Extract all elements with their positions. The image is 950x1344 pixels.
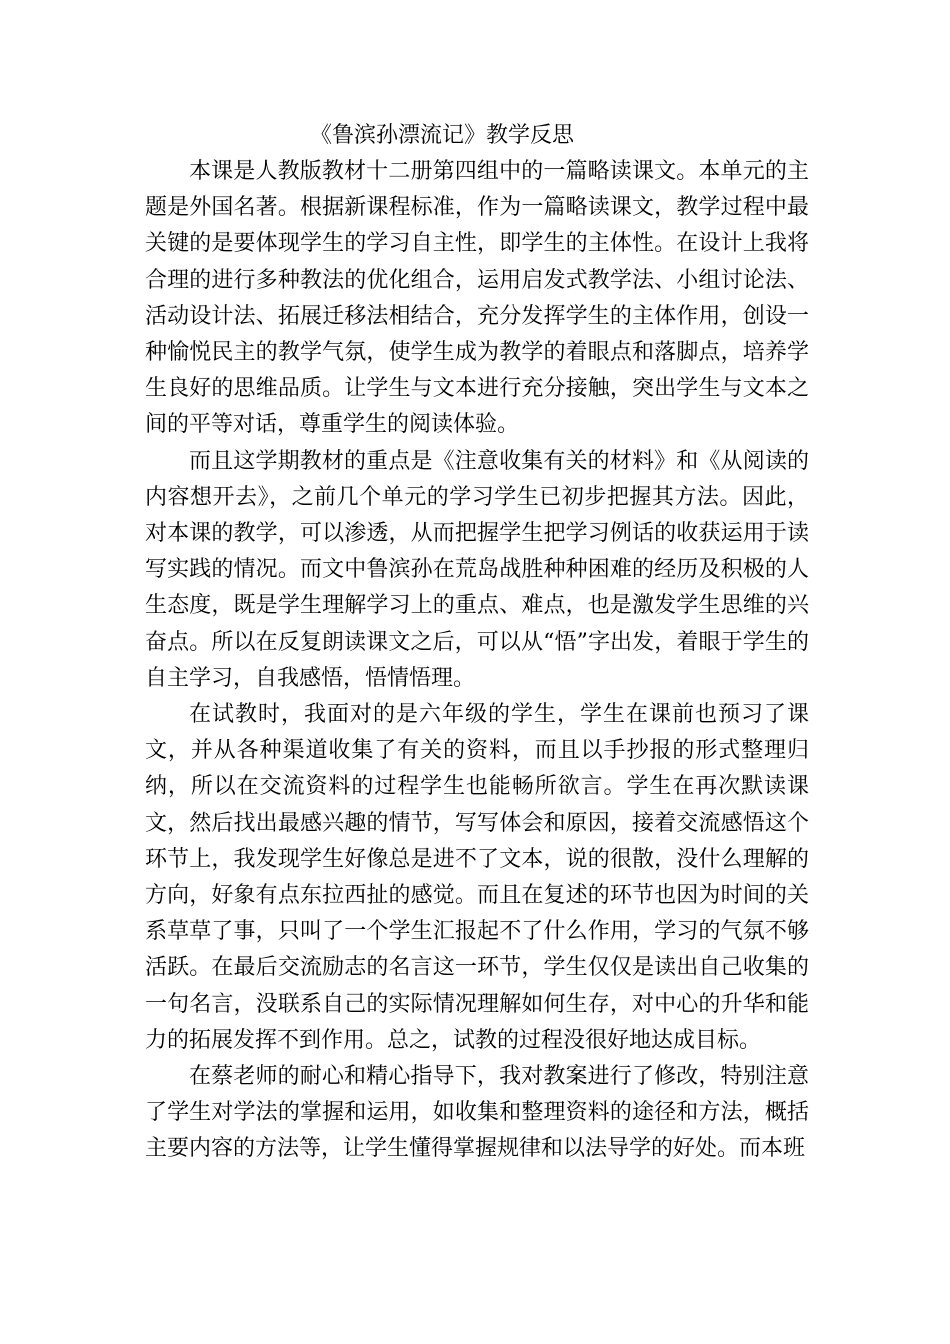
paragraph-1: 本课是人教版教材十二册第四组中的一篇略读课文。本单元的主题是外国名著。根据新课程标准，作为一篇略读课文，教学过程中最关键的是要体现学生的学习自主性，即学生的主体性。在设计上我将合理的进行多种教法的优化组合，运用启发式教学法、小组讨论法、活动设计法、拓展迁移法相结合，充分发挥学生的主体作用，创设一种愉悦民主的教学气氛，使学生成为教学的着眼点和落脚点，培养学生良好的思维品质。让学生与文本进行充分接触，突出学生与文本之间的平等对话，尊重学生的阅读体验。 — [145, 159, 809, 438]
document-title: 《鲁滨孙漂流记》教学反思 — [310, 123, 575, 148]
paragraph-2: 而且这学期教材的重点是《注意收集有关的材料》和《从阅读的内容想开去》，之前几个单元的学习学生已初步把握其方法。因此，对本课的教学，可以渗透，从而把握学生把学习例话的收获运用于读写实践的情况。而文中鲁滨孙在荒岛战胜种种困难的经历及积极的人生态度，既是学生理解学习上的重点、难点，也是激发学生思维的兴奋点。所以在反复朗读课文之后，可以从“悟”字出发，着眼于学生的自主学习，自我感悟，悟情悟理。 — [145, 448, 809, 691]
document-body — [145, 154, 809, 1168]
paragraph-3: 在试教时，我面对的是六年级的学生，学生在课前也预习了课文，并从各种渠道收集了有关的资料，而且以手抄报的形式整理归纳，所以在交流资料的过程学生也能畅所欲言。学生在再次默读课文，然后找出最感兴趣的情节，写写体会和原因，接着交流感悟这个环节上，我发现学生好像总是进不了文本，说的很散，没什么理解的方向，好象有点东拉西扯的感觉。而且在复述的环节也因为时间的关系草草了事，只叫了一个学生汇报起不了什么作用，学习的气氛不够活跃。在最后交流励志的名言这一环节，学生仅仅是读出自己收集的一句名言，没联系自己的实际情况理解如何生存，对中心的升华和能力的拓展发挥不到作用。总之，试教的过程没很好地达成目标。 — [145, 702, 809, 1053]
paragraph-4: 在蔡老师的耐心和精心指导下，我对教案进行了修改，特别注意了学生对学法的掌握和运用，如收集和整理资料的途径和方法，概括主要内容的方法等，让学生懂得掌握规律和以法导学的好处。而本班 — [145, 1064, 809, 1162]
